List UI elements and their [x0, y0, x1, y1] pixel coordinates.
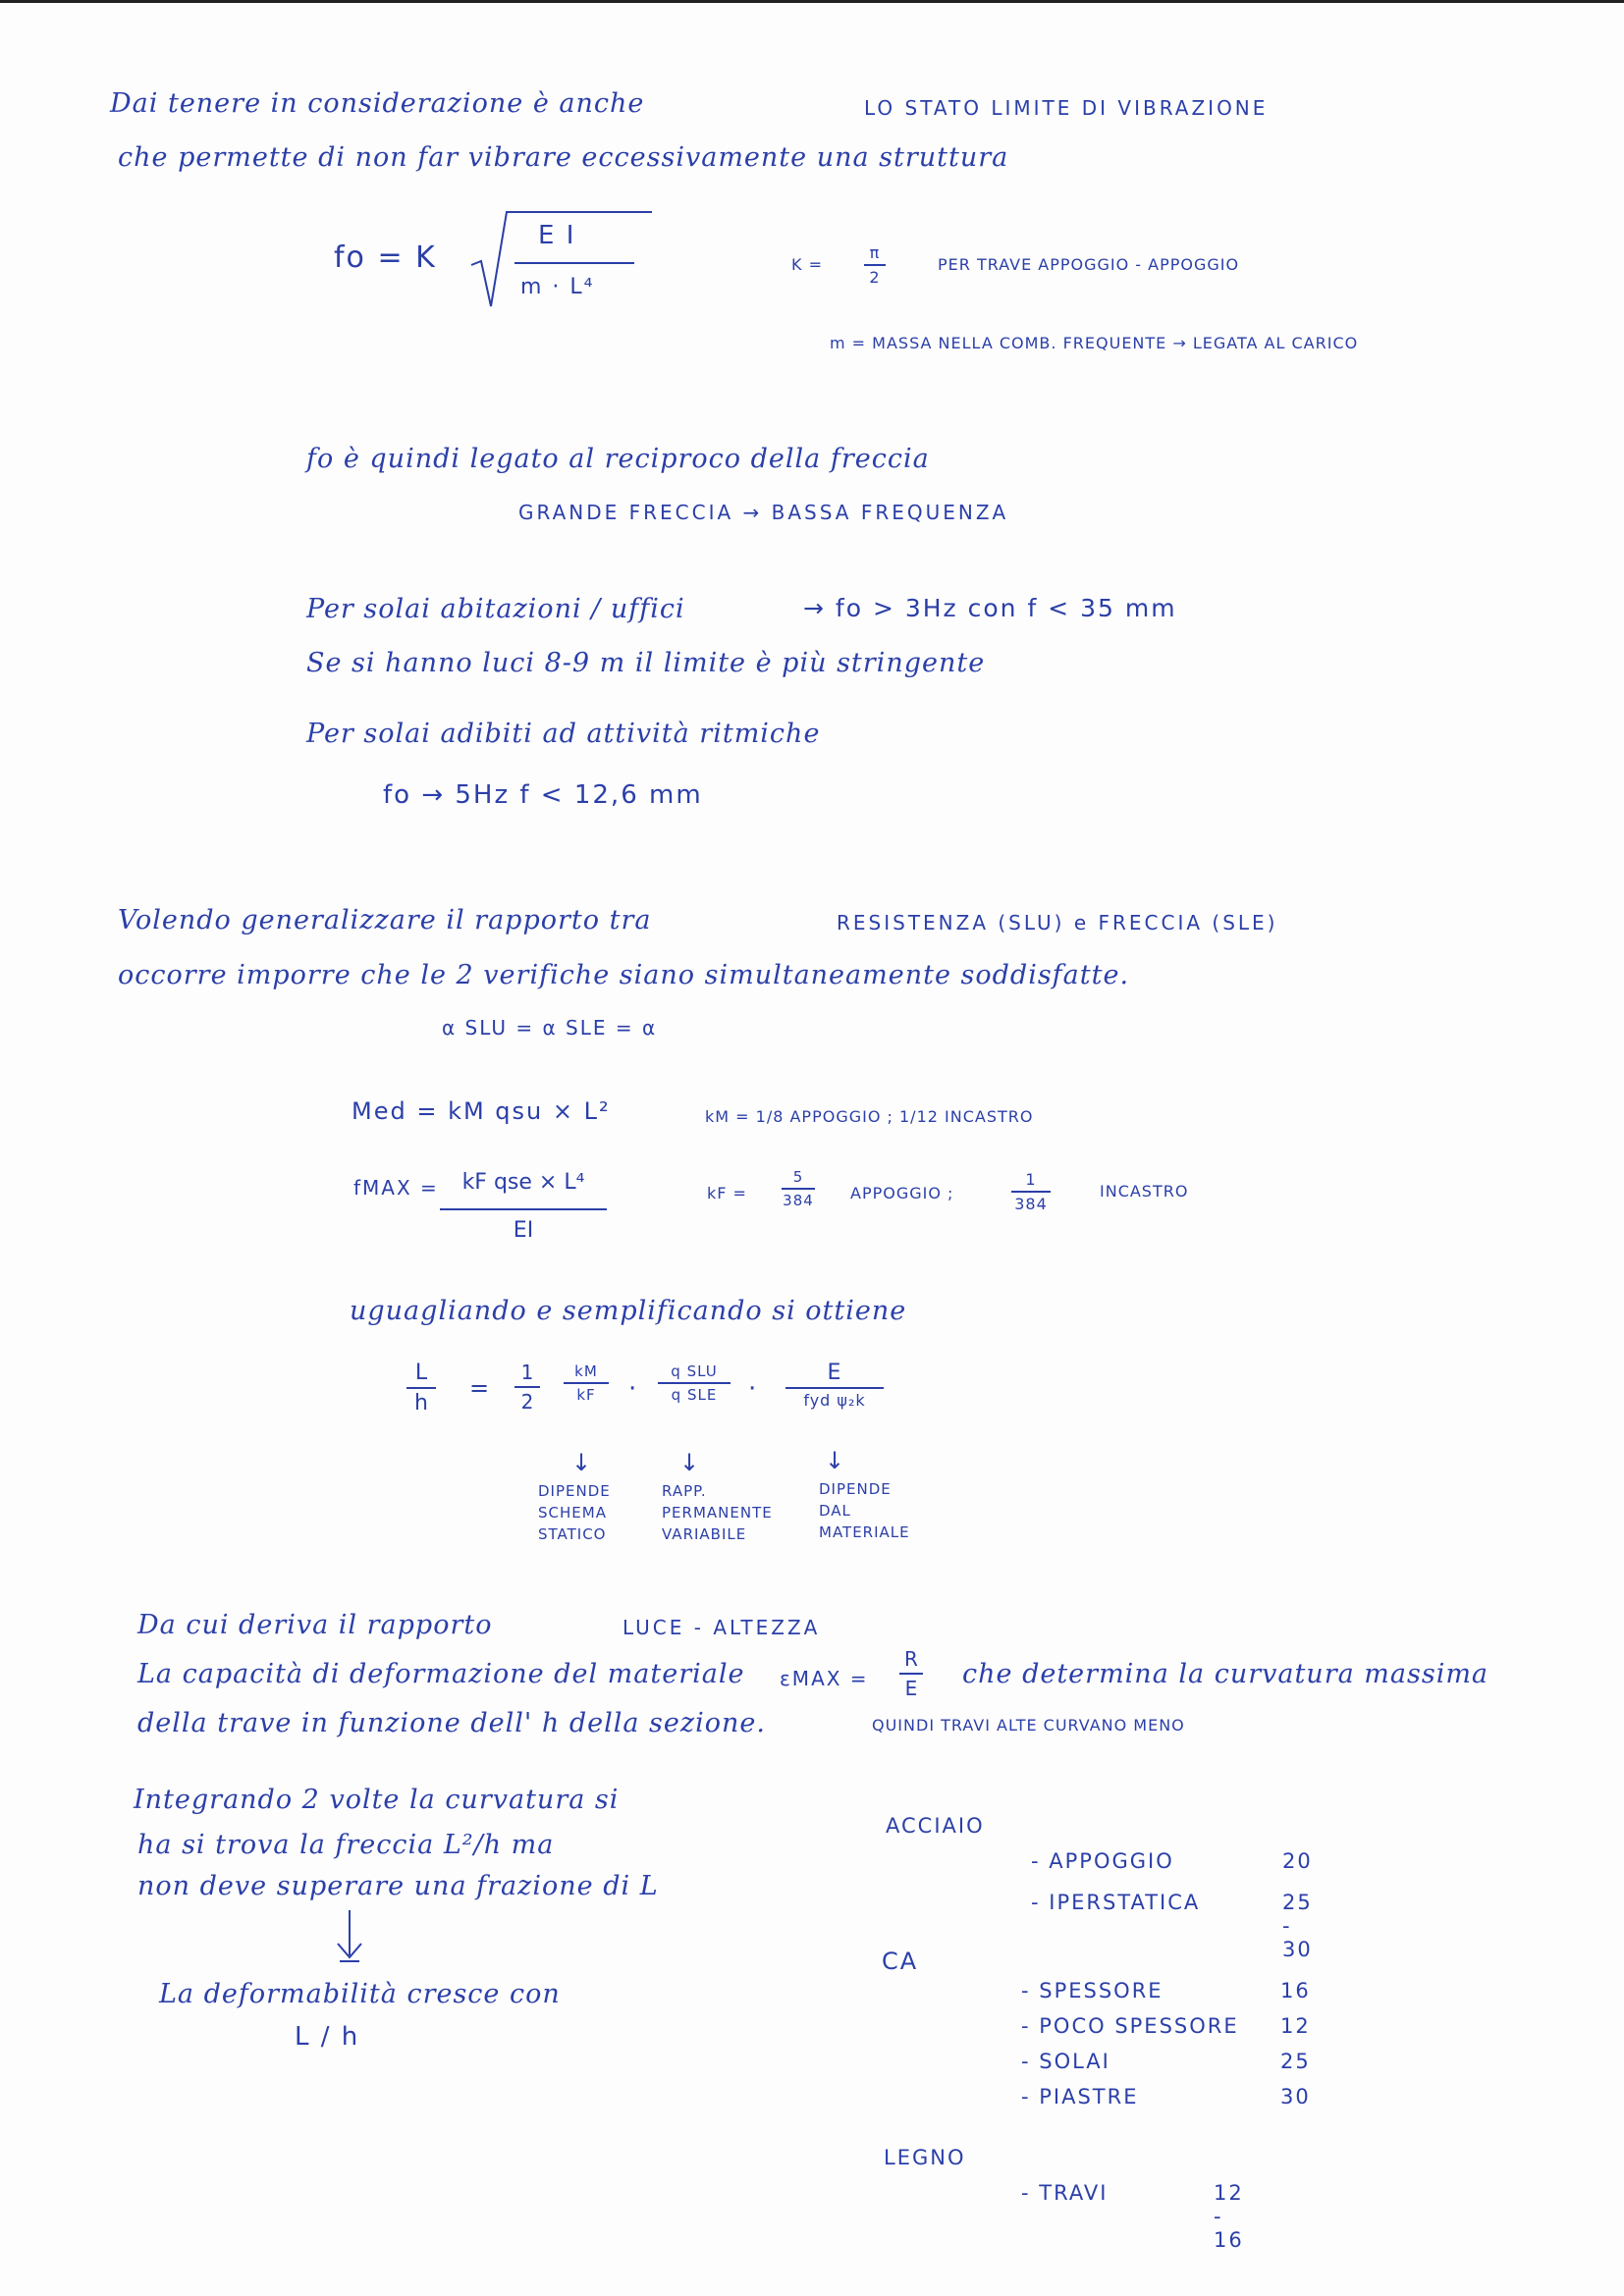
kF-end: INCASTRO: [1100, 1182, 1189, 1201]
eq-kM: kM: [574, 1362, 598, 1380]
eq-L: L: [414, 1361, 428, 1385]
text-math-line: L / h: [295, 2022, 360, 2052]
k-num: π: [869, 243, 881, 262]
down-arrow-icon: ↓: [679, 1449, 700, 1476]
text-line: non deve superare una frazione di L: [137, 1871, 659, 1901]
note-schema: [538, 1480, 611, 1545]
kF-den-2: 384: [1014, 1195, 1048, 1213]
row-value: 25 - 30: [1282, 1891, 1313, 1961]
eq-one: 1: [520, 1361, 534, 1384]
k-note: PER TRAVE APPOGGIO - APPOGGIO: [938, 255, 1240, 274]
eq-fyd: fyd ψ₂k: [803, 1391, 866, 1410]
note-line: DAL: [819, 1502, 851, 1520]
table-row: [1021, 1979, 1311, 2002]
material-acciaio: ACCIAIO: [886, 1814, 985, 1838]
scan-top-edge: [0, 0, 1624, 3]
fmax-num: kF qse × L⁴: [461, 1170, 585, 1195]
eq-half: [514, 1361, 540, 1414]
kM-values: kM = 1/8 APPOGGIO ; 1/12 INCASTRO: [705, 1107, 1034, 1126]
eq-q-ratio: [658, 1362, 731, 1404]
eq-kM-over-kF: [564, 1362, 609, 1404]
text-line: Per solai abitazioni / uffici: [306, 594, 685, 624]
text-line: Dai tenere in considerazione è anche: [110, 88, 645, 119]
text-caps-line: QUINDI TRAVI ALTE CURVANO MENO: [872, 1716, 1185, 1735]
row-label: - TRAVI: [1021, 2181, 1109, 2205]
note-rapporto: [662, 1480, 773, 1545]
kF-lhs: kF =: [707, 1184, 747, 1202]
row-value: 25: [1280, 2050, 1311, 2073]
m-definition: m = MASSA NELLA COMB. FREQUENTE → LEGATA AL CARICO: [830, 334, 1359, 352]
row-label: - PIASTRE: [1021, 2085, 1139, 2109]
table-row: [1021, 2050, 1311, 2073]
row-label: - APPOGGIO: [1031, 1849, 1174, 1873]
note-line: SCHEMA: [538, 1504, 607, 1522]
table-row: [1031, 1891, 1313, 1961]
heading-caps: LO STATO LIMITE DI VIBRAZIONE: [864, 96, 1269, 120]
row-value: 20: [1282, 1849, 1313, 1873]
table-row: [1031, 1849, 1313, 1873]
down-arrow-icon: ↓: [825, 1447, 845, 1474]
row-label: - IPERSTATICA: [1031, 1891, 1201, 1914]
kF-num-1: 5: [792, 1168, 804, 1186]
note-line: PERMANENTE: [662, 1504, 773, 1522]
epsilon-max: εMAX =: [780, 1667, 869, 1690]
text-line: occorre imporre che le 2 verifiche siano simultaneamente soddisfatte.: [118, 960, 1130, 990]
formula-denominator: m · L⁴: [520, 275, 595, 299]
k-fraction: [864, 243, 886, 287]
text-line: Integrando 2 volte la curvatura si: [134, 1785, 620, 1815]
text-line: Volendo generalizzare il rapporto tra: [118, 905, 652, 935]
text-caps-line: LUCE - ALTEZZA: [623, 1616, 821, 1639]
note-line: VARIABILE: [662, 1525, 747, 1543]
text-line: ha si trova la freccia L²/h ma: [137, 1830, 555, 1860]
row-value: 16: [1280, 1979, 1311, 2002]
text-math-line: fo → 5Hz f < 12,6 mm: [383, 780, 703, 810]
table-row: [1021, 2014, 1311, 2038]
kF-den-1: 384: [783, 1192, 814, 1209]
note-line: STATICO: [538, 1525, 607, 1543]
text-line: La deformabilità cresce con: [159, 1979, 561, 2009]
text-line: uguagliando e semplificando si ottiene: [350, 1296, 907, 1326]
kF-middle: APPOGGIO ;: [850, 1184, 954, 1202]
table-row: [1021, 2085, 1311, 2109]
eq-dot: ·: [628, 1374, 639, 1404]
epsilon-num: R: [904, 1647, 918, 1671]
formula-lhs: fo = K: [334, 240, 437, 275]
row-value: 12 - 16: [1214, 2181, 1244, 2252]
table-row: [1021, 2181, 1244, 2252]
k-den: 2: [869, 268, 881, 287]
text-line: della trave in funzione dell' h della sezione.: [137, 1708, 766, 1738]
down-arrow-icon: [330, 1908, 369, 1967]
epsilon-den: E: [904, 1677, 918, 1700]
fmax-den: EI: [513, 1218, 534, 1243]
row-label: - POCO SPESSORE: [1021, 2014, 1239, 2038]
row-label: - SPESSORE: [1021, 1979, 1164, 2002]
text-line: che determina la curvatura massima: [962, 1659, 1489, 1689]
fmax-fraction: [440, 1170, 607, 1243]
eq-two: 2: [520, 1390, 534, 1414]
row-value: 30: [1280, 2085, 1311, 2109]
eq-E-ratio: [785, 1361, 884, 1410]
eq-q-sle: q SLE: [671, 1386, 718, 1404]
down-arrow-icon: ↓: [571, 1449, 592, 1476]
formula-numerator: E I: [538, 221, 576, 250]
kF-fraction-2: [1011, 1170, 1051, 1213]
text-line: La capacità di deformazione del materiale: [137, 1659, 745, 1689]
text-line: Per solai adibiti ad attività ritmiche: [306, 719, 821, 749]
note-line: DIPENDE: [538, 1482, 611, 1500]
eq-h: h: [414, 1391, 428, 1415]
eq-equals: =: [469, 1374, 492, 1402]
note-line: RAPP.: [662, 1482, 707, 1500]
material-ca: CA: [882, 1948, 919, 1975]
text-caps-line: GRANDE FRECCIA → BASSA FREQUENZA: [518, 501, 1009, 524]
material-legno: LEGNO: [884, 2146, 966, 2169]
fmax-lhs: fMAX =: [353, 1176, 439, 1200]
text-line: Da cui deriva il rapporto: [137, 1610, 493, 1640]
eq-dot-2: ·: [748, 1374, 759, 1404]
note-line: DIPENDE: [819, 1480, 892, 1498]
text-line: che permette di non far vibrare eccessivamente una struttura: [118, 142, 1009, 173]
k-definition: K =: [791, 255, 823, 274]
kF-num-2: 1: [1025, 1170, 1037, 1189]
kF-fraction-1: [782, 1168, 815, 1209]
row-value: 12: [1280, 2014, 1311, 2038]
note-line: MATERIALE: [819, 1523, 910, 1541]
text-caps-line: RESISTENZA (SLU) e FRECCIA (SLE): [837, 911, 1278, 934]
epsilon-fraction: [899, 1647, 923, 1700]
row-label: - SOLAI: [1021, 2050, 1110, 2073]
eq-E: E: [827, 1361, 842, 1385]
eq-q-slu: q SLU: [671, 1362, 718, 1380]
eq-L-over-h: [406, 1361, 436, 1415]
note-materiale: [819, 1478, 910, 1543]
text-line: fo è quindi legato al reciproco della freccia: [306, 444, 930, 474]
text-math-line: → fo > 3Hz con f < 35 mm: [803, 594, 1177, 622]
eq-kF: kF: [576, 1386, 596, 1404]
alpha-equality: α SLU = α SLE = α: [442, 1016, 658, 1040]
text-line: Se si hanno luci 8-9 m il limite è più stringente: [306, 648, 986, 678]
med-formula: Med = kM qsu × L²: [352, 1097, 611, 1125]
